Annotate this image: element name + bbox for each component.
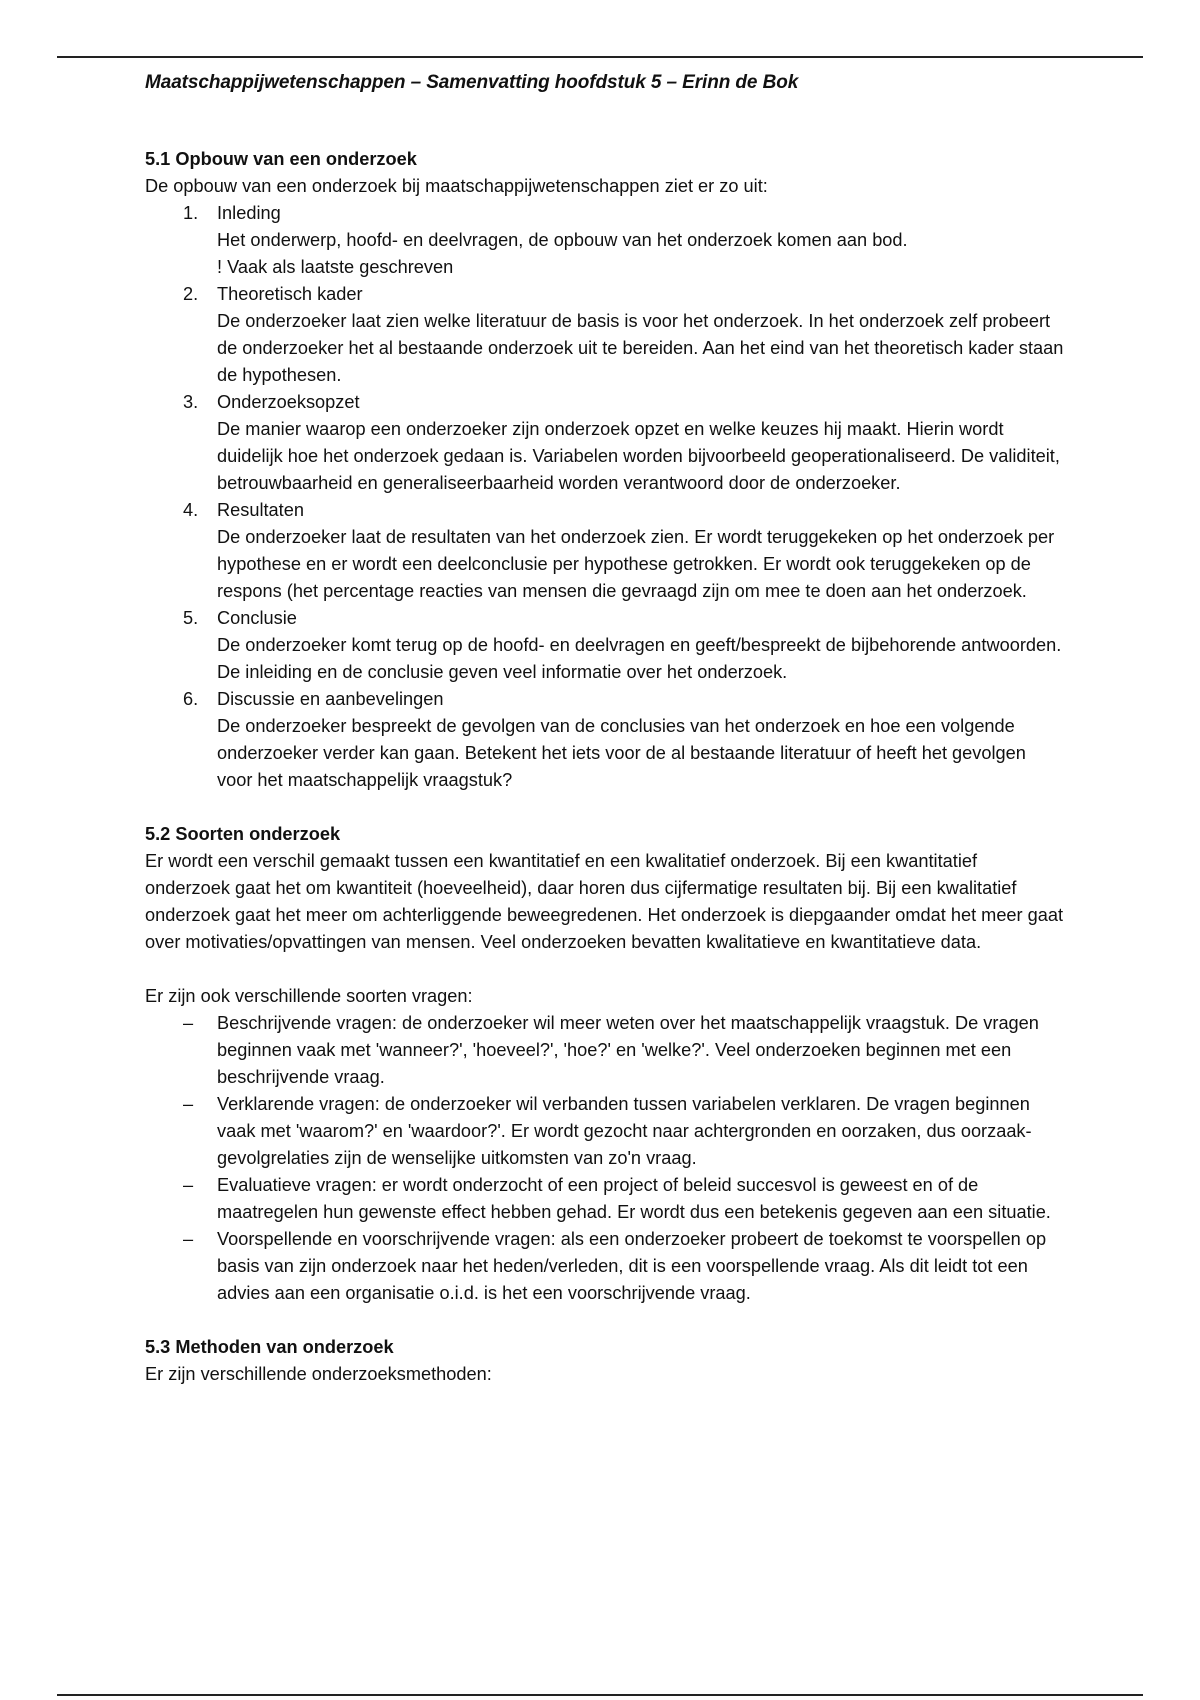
dash-bullet: – bbox=[183, 1013, 194, 1033]
list-item bbox=[145, 1226, 1065, 1307]
document-body bbox=[145, 146, 1065, 1388]
list-item bbox=[145, 281, 1065, 389]
list-item bbox=[145, 200, 1065, 281]
list-item-title: Resultaten bbox=[217, 500, 304, 520]
dash-bullet: – bbox=[183, 1229, 194, 1249]
document-header-title: Maatschappijwetenschappen – Samenvatting hoofdstuk 5 – Erinn de Bok bbox=[145, 72, 799, 93]
list-item bbox=[145, 605, 1065, 686]
section-5-3 bbox=[145, 1334, 1065, 1388]
list-item-text: Verklarende vragen: de onderzoeker wil verbanden tussen variabelen verklaren. De vragen beginnen vaak met 'waarom?' en 'waardoor?'. Er wordt gezocht naar achtergronden en oorzaken, dus oorzaak-gevolgrelaties zijn de wenselijke uitkomsten van zo'n vraag. bbox=[217, 1094, 1032, 1168]
list-number: 5. bbox=[183, 608, 199, 628]
list-number: 3. bbox=[183, 392, 199, 412]
section-heading: 5.1 Opbouw van een onderzoek bbox=[145, 149, 417, 169]
list-number: 6. bbox=[183, 689, 199, 709]
list-item-text: De onderzoeker laat de resultaten van het onderzoek zien. Er wordt teruggekeken op het onderzoek per hypothese en er wordt een deelconclusie per hypothese getrokken. Er wordt ook teruggekeken op de respons (het percentage reacties van mensen die gevraagd zijn om mee te doen aan het onderzoek. bbox=[217, 527, 1055, 601]
list-item bbox=[145, 686, 1065, 794]
list-item bbox=[145, 1091, 1065, 1172]
list-item-text: De onderzoeker komt terug op de hoofd- en deelvragen en geeft/bespreekt de bijbehorende antwoorden. De inleiding en de conclusie geven veel informatie over het onderzoek. bbox=[217, 635, 1062, 682]
list-item-text: Beschrijvende vragen: de onderzoeker wil meer weten over het maatschappelijk vraagstuk. De vragen beginnen vaak met 'wanneer?', 'hoeveel?', 'hoe?' en 'welke?'. Veel onderzoeken beginnen met een beschrijvende vraag. bbox=[217, 1013, 1039, 1087]
section-5-1 bbox=[145, 146, 1065, 794]
dash-bullet: – bbox=[183, 1094, 194, 1114]
section-paragraph: Er wordt een verschil gemaakt tussen een kwantitatief en een kwalitatief onderzoek. Bij een kwantitatief onderzoek gaat het om kwantiteit (hoeveelheid), daar horen dus cijfermatige resultaten bij. Bij een kwalitatief onderzoek gaat het meer om achterliggende beweegredenen. Het onderzoek is diepgaander omdat het meer gaat over motivaties/opvattingen van mensen. Veel onderzoeken bevatten kwalitatieve en kwantitatieve data. bbox=[145, 851, 1064, 952]
section-intro: De opbouw van een onderzoek bij maatschappijwetenschappen ziet er zo uit: bbox=[145, 176, 768, 196]
list-number: 1. bbox=[183, 203, 199, 223]
list-item-note: ! Vaak als laatste geschreven bbox=[217, 257, 454, 277]
list-item-title: Theoretisch kader bbox=[217, 284, 363, 304]
spacer bbox=[145, 1307, 1065, 1334]
list-item bbox=[145, 389, 1065, 497]
list-item bbox=[145, 497, 1065, 605]
list-item-title: Conclusie bbox=[217, 608, 297, 628]
list-item-text: Voorspellende en voorschrijvende vragen: als een onderzoeker probeert de toekomst te voorspellen op basis van zijn onderzoek naar het heden/verleden, dit is een voorspellende vraag. Als dit leidt tot een advies aan een organisatie o.i.d. is het een voorschrijvende vraag. bbox=[217, 1229, 1047, 1303]
section-5-2 bbox=[145, 821, 1065, 1307]
list-item-text: Het onderwerp, hoofd- en deelvragen, de opbouw van het onderzoek komen aan bod. bbox=[217, 230, 908, 250]
section-intro: Er zijn verschillende onderzoeksmethoden: bbox=[145, 1364, 492, 1384]
list-number: 4. bbox=[183, 500, 199, 520]
list-item bbox=[145, 1010, 1065, 1091]
footer-rule bbox=[57, 1694, 1143, 1696]
list-item-title: Discussie en aanbevelingen bbox=[217, 689, 444, 709]
list-item-title: Onderzoeksopzet bbox=[217, 392, 360, 412]
list-item-text: De onderzoeker laat zien welke literatuur de basis is voor het onderzoek. In het onderzoek zelf probeert de onderzoeker het al bestaande onderzoek uit te bereiden. Aan het eind van het theoretisch kader staan de hypothesen. bbox=[217, 311, 1064, 385]
spacer bbox=[145, 956, 1065, 983]
dash-bullet: – bbox=[183, 1175, 194, 1195]
header-rule bbox=[57, 56, 1143, 58]
spacer bbox=[145, 794, 1065, 821]
list-item-text: De manier waarop een onderzoeker zijn onderzoek opzet en welke keuzes hij maakt. Hierin wordt duidelijk hoe het onderzoek gedaan is. Variabelen worden bijvoorbeeld geoperationaliseerd. De validiteit, betrouwbaarheid en generaliseerbaarheid worden verantwoord door de onderzoeker. bbox=[217, 419, 1060, 493]
list-item-text: De onderzoeker bespreekt de gevolgen van de conclusies van het onderzoek en hoe een volgende onderzoeker verder kan gaan. Betekent het iets voor de al bestaande literatuur of heeft het gevolgen voor het maatschappelijk vraagstuk? bbox=[217, 716, 1026, 790]
list-number: 2. bbox=[183, 284, 199, 304]
list-item bbox=[145, 1172, 1065, 1226]
list-item-title: Inleding bbox=[217, 203, 281, 223]
section-heading: 5.2 Soorten onderzoek bbox=[145, 824, 341, 844]
numbered-list bbox=[145, 200, 1065, 794]
section-heading: 5.3 Methoden van onderzoek bbox=[145, 1337, 394, 1357]
list-item-text: Evaluatieve vragen: er wordt onderzocht of een project of beleid succesvol is geweest en of de maatregelen hun gewenste effect hebben gehad. Er wordt dus een betekenis gegeven aan een situatie. bbox=[217, 1175, 1051, 1222]
questions-intro: Er zijn ook verschillende soorten vragen: bbox=[145, 986, 473, 1006]
bullet-list bbox=[145, 1010, 1065, 1307]
